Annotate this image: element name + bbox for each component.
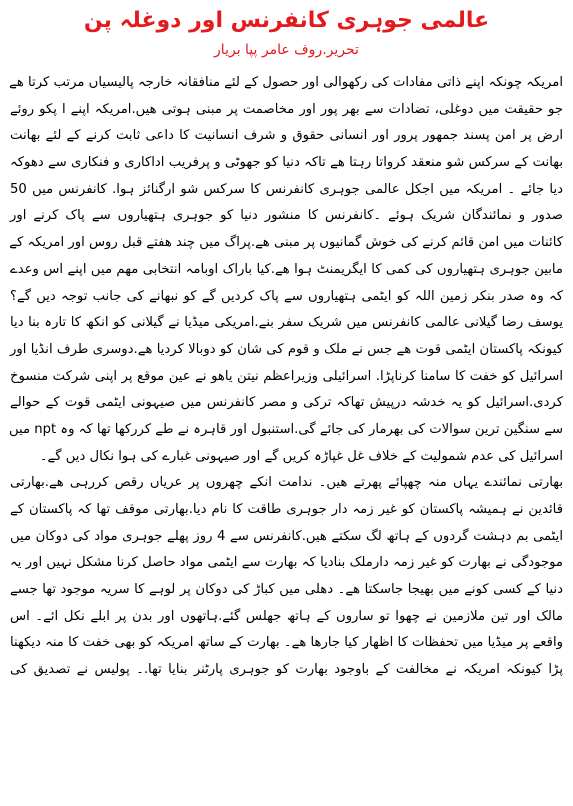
article-byline: تحریر.روف عامر پپا بریار	[214, 42, 359, 58]
article-line: اسرائیل کی عدم شمولیت کے خلاف غل غپاڑہ کریں گے اور صیہونی غبارے کی ہوا نکال دیں گے۔	[39, 448, 563, 464]
article-line: دیا جائے ۔ امریکہ میں اجکل عالمی جوہری کانفرنس کا سرکس شو ارگنائز ہوا. کانفرنس میں 50	[10, 181, 563, 197]
article-line: مالک اور تین ملازمین نے چھوا تو ساروں کے ہاتھ جھلس گئے.ہاتھوں اور بدن پر ابلے نکل ائے۔ اس	[10, 608, 563, 624]
article-line: امریکہ چونکہ اپنے ذاتی مفادات کی رکھوالی اور حصول کے لئے منافقانہ خارجہ پالیسیاں مرتب کرتا ھے	[9, 75, 563, 90]
article-line: کہ وہ صدر بنکر زمین اللہ کو ایٹمی ہتھیاروں سے پاک کردیں گے کو نبھانے کی جانب توجہ دیں گے؟	[10, 288, 563, 304]
article-line: کیونکہ پاکستان ایٹمی قوت ھے جس نے ملک و قوم کی شان کو دوبالا کردیا ھے.دوسری طرف انڈیا اور	[10, 341, 563, 357]
article-line: دنیا کے کسی کونے میں بھیجا جاسکتا ھے۔ دھلی میں کباڑ کی دوکان پر لوہے کا سریہ موجود تھا جسے	[10, 582, 563, 598]
article-line: اسرائیل کو خفت کا سامنا کرناپڑا. اسرائیلی وزیراعظم نیتن یاھو نے عین موقع پر اپنی شرکت منسوخ	[10, 368, 563, 384]
article-line: قائدین نے ہمیشہ پاکستان کو غیر زمہ دار جوہری طاقت کا نام دیا.بھارتی موقف تھا کہ پاکستان کے	[10, 502, 563, 517]
article-line: صدور و نمائندگان شریک ہوئے ۔کانفرنس کا منشور دنیا کو جوہری ہتھیاروں سے پاک کرنے اور	[10, 208, 563, 224]
article-title: عالمی جوہری کانفرنس اور دوغلہ پن	[83, 8, 490, 33]
article-line: مابین جوہری ہتھیاروں کی کمی کا ایگریمنٹ ہوا ھے.کیا باراک اوبامہ انتخابی مھم میں اپنے اس وعدے	[10, 261, 563, 277]
article-body	[8, 70, 565, 684]
article-line: کائنات میں امن قائم کرنے کی خوش گمانیوں پر مبنی ھے.پراگ میں چند ھفتے قبل روس اور امریکہ کے	[9, 235, 563, 251]
article-line: موجودگی نے بھارت کو غیر زمہ دارملک بنادیا کہ بھارت سے ایٹمی مواد حاصل کرنا مشکل نہیں اور یہ	[10, 555, 563, 571]
article-line: یوسف رضا گیلانی عالمی کانفرنس میں شریک سفر بنے.امریکی میڈیا نے گیلانی کو انکھ کا تارہ بنا دیا	[10, 315, 563, 331]
article-line: ایٹمی بم دہشت گردوں کے ہاتھ لگ سکتے ھیں.کانفرنس سے 4 روز پھلے جوہری مواد کی دوکان میں	[10, 528, 563, 544]
article-line: واقعے پر میڈیا میں تحفظات کا اظھار کیا جارھا ھے۔ بھارت کے ساتھ امریکہ کو بھی خفت کا منہ دیکھنا	[10, 635, 563, 651]
article-line: بھارتی نمائندے یہاں منہ چھپائے پھرتے ھیں۔ ندامت انکے چھروں پر عریاں رقص کررہی ھے.بھارتی	[10, 475, 563, 491]
article-line: کردی.اسرائیل کو یہ خدشہ درپیش تھاکہ ترکی و مصر کانفرنس میں صیہونی ایٹمی قوت کے حوالے	[10, 395, 563, 411]
article-line: پڑا کیونکہ امریکہ نے مخالفت کے باوجود بھارت کو جوہری پارٹنر بنایا تھا.۔ پولیس نے تصدیق کی	[10, 662, 563, 678]
article-line: ارض پر امن پسند جمھور پرور اور انسانی حقوق و شرف انسانیت کا داعی ثابت کرنے کے لئے بھانت	[10, 128, 563, 144]
article-line: جو حقیقت میں دوغلی، تضادات سے بھر پور اور مخاصمت پر مبنی ہوتی ھیں.امریکہ اپنے ا پکو روئے	[10, 101, 563, 117]
article-line: سے سنگین ترین سوالات کی بھرمار کی جائے گی.استنبول اور قاہرہ نے طے کررکھا تھا کہ وہ npt میں	[8, 421, 563, 437]
article-line: بھانت کے سرکس شو منعقد کرواتا رہتا ھے تاکہ دنیا کو جھوٹی و پرفریب اداکاری و فنکاری سے دھوکہ	[10, 155, 563, 171]
